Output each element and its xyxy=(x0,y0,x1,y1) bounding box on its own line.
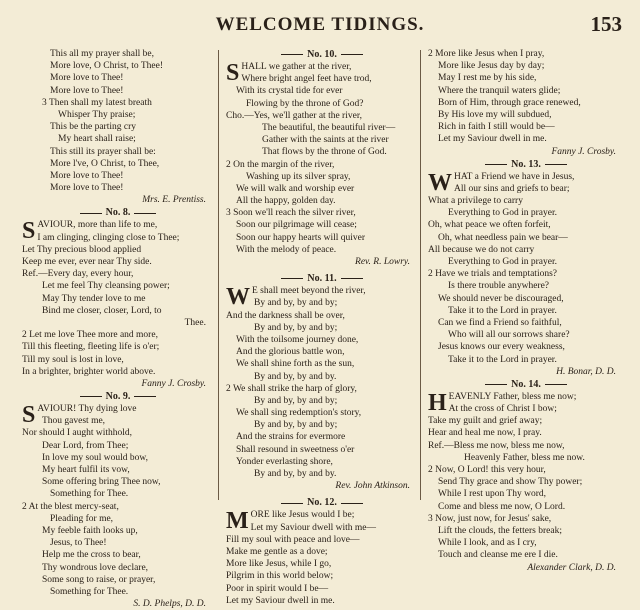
verse-line: Till this fleeting, fleeting life is o'er; xyxy=(22,342,160,353)
verse-line: While I look, and as I cry, xyxy=(438,538,537,549)
verse-line: Let my Saviour dwell with me— xyxy=(250,522,376,533)
verse-line: By and by, by and by; xyxy=(254,298,338,309)
verse-line: Cho.—Yes, we'll gather at the river, xyxy=(226,110,362,121)
hymn-number-heading: No. 11. xyxy=(226,272,418,285)
verse-line: Where bright angel feet have trod, xyxy=(241,74,372,85)
drop-cap: S xyxy=(226,60,240,86)
verse-line: We should never be discouraged, xyxy=(438,293,564,304)
column-3 xyxy=(428,48,624,574)
column-divider xyxy=(218,50,219,500)
verse-line: Touch and cleanse me ere I die. xyxy=(438,550,558,561)
verse-line: Jesus, to Thee! xyxy=(50,538,107,549)
verse-line: All our sins and griefs to bear; xyxy=(454,183,570,194)
verse-line: Yonder everlasting shore, xyxy=(236,456,333,467)
drop-cap: S xyxy=(22,218,36,245)
page-number: 153 xyxy=(590,12,622,36)
column-1 xyxy=(22,48,214,610)
verse-line: Take my guilt and grief away; xyxy=(428,416,543,427)
verse-line: 2 Now, O Lord! this very hour, xyxy=(428,465,546,475)
verse-line: 2 On the margin of the river, xyxy=(226,159,335,170)
verse-line: More love, O Christ, to Thee! xyxy=(50,61,164,72)
verse-line: Oh, what needless pain we bear— xyxy=(438,232,568,243)
verse-line: By His love my will subdued, xyxy=(438,109,552,120)
verse-line: Hear and heal me now, I pray. xyxy=(428,428,542,439)
hymn-9 xyxy=(22,403,214,610)
hymn-author: Mrs. E. Prentiss. xyxy=(142,195,206,206)
verse-line: E shall meet beyond the river, xyxy=(252,286,366,297)
hymn-author: S. D. Phelps, D. D. xyxy=(133,599,206,610)
hymn-author: Fanny J. Crosby. xyxy=(551,146,616,157)
hymn-author: Alexander Clark, D. D. xyxy=(527,562,616,573)
verse-line: At the cross of Christ I bow; xyxy=(448,404,557,415)
verse-line: Nor should I aught withhold, xyxy=(22,428,133,439)
verse-line: Jesus knows our every weakness, xyxy=(438,342,565,353)
verse-line: By and by, by and by; xyxy=(254,322,338,333)
verse-line: Poor in spirit would I be— xyxy=(226,583,329,594)
verse-line: All because we do not carry xyxy=(428,244,535,255)
verse-line: Born of Him, through grace renewed, xyxy=(438,97,581,108)
verse-line: Thou gavest me, xyxy=(42,416,106,427)
verse-line: Make me gentle as a dove; xyxy=(226,546,328,557)
verse-line: With its crystal tide for ever xyxy=(236,86,343,97)
verse-line: While I rest upon Thy word, xyxy=(438,489,546,500)
verse-line: Some offering bring Thee now, xyxy=(42,477,161,488)
verse-line: Fill my soul with peace and love— xyxy=(226,534,360,545)
hymn-author: Fanny J. Crosby. xyxy=(141,378,206,389)
verse-line: 3 Now, just now, for Jesus' sake, xyxy=(428,513,552,524)
verse-line: 3 Soon we'll reach the silver river, xyxy=(226,208,356,219)
hymn-author: H. Bonar, D. D. xyxy=(556,366,616,377)
verse-line: And the glorious battle won, xyxy=(236,347,345,358)
verse-line: 2 More like Jesus when I pray, xyxy=(428,49,545,59)
verse-line: Till my soul is lost in love, xyxy=(22,354,124,365)
hymn-number-heading: No. 13. xyxy=(428,158,624,171)
verse-line: By and by, by and by. xyxy=(254,371,337,382)
verse-line: More like Jesus day by day; xyxy=(438,61,545,72)
verse-line: Flowing by the throne of God? xyxy=(246,98,364,109)
verse-line: Ref.—Bless me now, bless me now, xyxy=(428,440,565,451)
verse-line: EAVENLY Father, bless me now; xyxy=(448,391,577,402)
verse-line: We will walk and worship ever xyxy=(236,183,355,194)
hymn-number-heading: No. 14. xyxy=(428,378,624,391)
verse-line: More love to Thee! xyxy=(50,183,124,194)
verse-line: Pleading for me, xyxy=(50,513,114,524)
verse-line: HAT a Friend we have in Jesus, xyxy=(454,171,575,182)
verse-line: By and by, by and by. xyxy=(254,469,337,479)
verse-line: Soon our happy hearts will quiver xyxy=(236,232,366,243)
drop-cap: S xyxy=(22,402,36,429)
verse-line: 2 At the blest mercy-seat, xyxy=(22,501,119,512)
hymn-number-heading: No. 9. xyxy=(22,390,214,403)
verse-line: Send Thy grace and show Thy power; xyxy=(438,477,583,488)
verse-line: 3 Then shall my latest breath xyxy=(42,97,152,108)
verse-line: We shall sing redemption's story, xyxy=(236,408,362,419)
hymn-number-heading: No. 12. xyxy=(226,496,418,509)
verse-line: This be the parting cry xyxy=(50,122,137,133)
verse-line: My heart shall raise; xyxy=(58,134,136,145)
verse-line: All the happy, golden day. xyxy=(236,196,336,207)
verse-line: What a privilege to carry xyxy=(428,196,523,207)
verse-line: Thy wondrous love declare, xyxy=(42,562,149,573)
verse-line: With the melody of peace. xyxy=(236,244,337,255)
hymn-10 xyxy=(226,61,418,268)
hymn-14 xyxy=(428,391,624,574)
verse-line: Bind me closer, closer, Lord, to xyxy=(42,305,162,316)
verse-line: More love to Thee! xyxy=(50,85,124,96)
verse-line: HALL we gather at the river, xyxy=(241,62,352,72)
hymn-number-heading: No. 10. xyxy=(226,48,418,61)
verse-line: Some song to raise, or prayer, xyxy=(42,574,156,585)
verse-line: That flows by the throne of God. xyxy=(262,147,387,158)
hymn-11 xyxy=(226,285,418,492)
verse-line: Can we find a Friend so faithful, xyxy=(438,317,562,328)
column-2 xyxy=(226,48,418,607)
hymn-author: Rev. R. Lowry. xyxy=(355,257,410,267)
verse-line: Let my Saviour dwell in me. xyxy=(226,595,335,606)
hymn-13 xyxy=(428,171,624,378)
hymn-8 xyxy=(22,219,214,390)
verse-line: Where the tranquil waters glide; xyxy=(438,85,561,96)
verse-line: Rich in faith I still would be— xyxy=(438,122,555,133)
verse-line: I am clinging, clinging close to Thee; xyxy=(37,232,180,243)
verse-line: Oh, what peace we often forfeit, xyxy=(428,220,551,231)
verse-line: My heart fulfil its vow, xyxy=(42,465,130,475)
verse-line: More love to Thee! xyxy=(50,73,124,84)
verse-line: Soon our pilgrimage will cease; xyxy=(236,220,357,231)
verse-line: Everything to God in prayer. xyxy=(448,257,557,267)
verse-line: Gather with the saints at the river xyxy=(262,135,389,146)
verse-line: And the darkness shall be over, xyxy=(226,310,345,321)
verse-line: May Thy tender love to me xyxy=(42,293,146,304)
drop-cap: H xyxy=(428,389,447,416)
verse-line: By and by, by and by; xyxy=(254,420,338,431)
verse-line: My feeble faith looks up, xyxy=(42,525,138,536)
verse-line: More like Jesus, while I go, xyxy=(226,559,332,570)
verse-line: In love my soul would bow, xyxy=(42,452,148,463)
verse-line: May I rest me by his side, xyxy=(438,73,537,84)
hymn-12 xyxy=(226,509,418,607)
verse-line: Shall resound in sweetness o'er xyxy=(236,444,355,455)
verse-line: Everything to God in prayer. xyxy=(448,208,557,219)
verse-line: This still its prayer shall be: xyxy=(50,146,156,157)
verse-line: Help me the cross to bear, xyxy=(42,550,141,561)
verse-line: Is there trouble anywhere? xyxy=(448,281,550,292)
verse-line: Keep me ever, ever near Thy side. xyxy=(22,257,152,267)
verse-line: Something for Thee. xyxy=(50,489,129,500)
hymn-number-heading: No. 8. xyxy=(22,206,214,219)
drop-cap: M xyxy=(226,508,249,535)
verse-line: Take it to the Lord in prayer. xyxy=(448,354,557,365)
verse-line: More love to Thee! xyxy=(50,170,124,181)
verse-line: Come and bless me now, O Lord. xyxy=(438,501,566,512)
verse-line: AVIOUR! Thy dying love xyxy=(37,404,137,415)
verse-line: Whisper Thy praise; xyxy=(58,109,136,120)
verse-line: And the strains for evermore xyxy=(236,432,346,443)
verse-line: ORE like Jesus would I be; xyxy=(250,510,355,521)
verse-line: Something for Thee. xyxy=(50,586,129,597)
verse-line: Lift the clouds, the fetters break; xyxy=(438,525,562,536)
verse-line: We shall shine forth as the sun, xyxy=(236,359,355,370)
verse-line: Heavenly Father, bless me now. xyxy=(464,452,585,463)
verse-line: 2 We shall strike the harp of glory, xyxy=(226,383,357,394)
verse-line: Dear Lord, from Thee; xyxy=(42,440,129,451)
verse-line: Let Thy precious blood applied xyxy=(22,244,142,255)
verse-line: By and by, by and by; xyxy=(254,395,338,406)
hymn-author: Rev. John Atkinson. xyxy=(335,481,410,492)
verse-line: More l've, O Christ, to Thee, xyxy=(50,158,160,169)
verse-line: Who will all our sorrows share? xyxy=(448,330,570,341)
verse-line: Ref.—Every day, every hour, xyxy=(22,269,134,280)
verse-line: AVIOUR, more than life to me, xyxy=(37,220,158,231)
drop-cap: W xyxy=(226,284,250,311)
verse-line: Let my Saviour dwell in me. xyxy=(438,134,547,145)
verse-line: Take it to the Lord in prayer. xyxy=(448,305,557,316)
verse-line: Let me feel Thy cleansing power; xyxy=(42,281,170,292)
drop-cap: W xyxy=(428,169,452,196)
verse-line: Pilgrim in this world below; xyxy=(226,571,334,582)
verse-line: Thee. xyxy=(184,317,206,328)
column-divider xyxy=(420,50,421,500)
verse-line: This all my prayer shall be, xyxy=(50,49,154,59)
page-title: WELCOME TIDINGS. xyxy=(215,14,425,35)
verse-line: Washing up its silver spray, xyxy=(246,171,351,182)
verse-line: 2 Let me love Thee more and more, xyxy=(22,330,158,341)
verse-line: With the toilsome journey done, xyxy=(236,334,359,345)
verse-line: The beautiful, the beautiful river— xyxy=(262,122,396,133)
verse-line: 2 Have we trials and temptations? xyxy=(428,269,558,280)
verse-line: In a brighter, brighter world above. xyxy=(22,366,156,377)
